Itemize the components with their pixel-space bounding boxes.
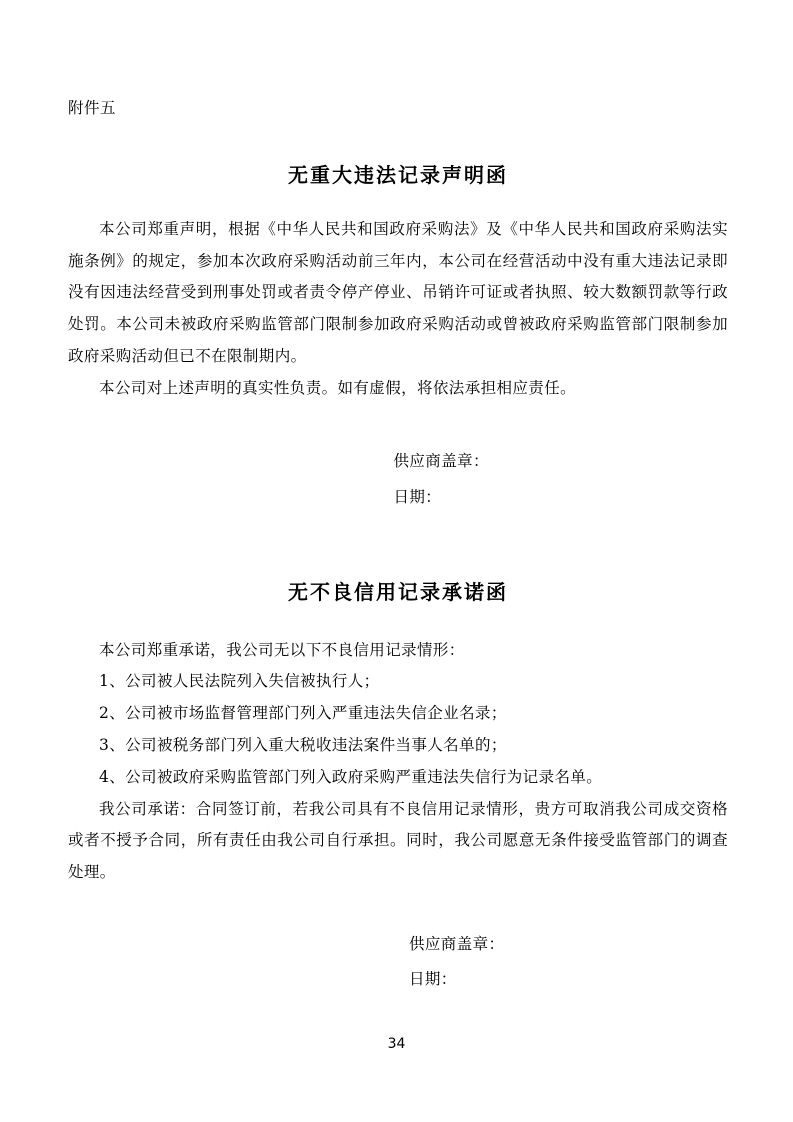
section-one-seal-label: 供应商盖章：: [393, 452, 489, 471]
document-content: [68, 96, 728, 998]
section-two-date-label: 日期：: [409, 970, 457, 989]
list-item: 1、公司被人民法院列入失信被执行人；: [99, 672, 380, 691]
section-one-date-label: 日期：: [393, 488, 442, 507]
list-item: 4、公司被政府采购监管部门列入政府采购严重违法失信行为记录名单。: [99, 767, 603, 786]
section-one-signature-block: [68, 444, 728, 515]
list-item: 2、公司被市场监督管理部门列入严重违法失信企业名录；: [99, 704, 507, 723]
list-item: 3、公司被税务部门列入重大税收违法案件当事人名单的；: [99, 735, 507, 754]
page-number: 34: [387, 1036, 406, 1052]
section-two-seal-label: 供应商盖章：: [409, 934, 505, 953]
section-two-title: 无不良信用记录承诺函: [288, 579, 508, 604]
section-two-intro: 本公司郑重承诺，我公司无以下不良信用记录情形：: [99, 640, 465, 659]
section-one-paragraph-1: 本公司郑重声明，根据《中华人民共和国政府采购法》及《中华人民共和国政府采购法实施条例》的规定，参加本次政府采购活动前三年内，本公司在经营活动中没有重大违法记录即没有因违法经营受到刑事处罚或者责令停产停业、吊销许可证或者执照、较大数额罚款等行政处罚。本公司未被政府采购监管部门限制参加政府采购活动或曾被政府采购监管部门限制参加政府采购活动但已不在限制期内。: [68, 219, 728, 365]
section-one-paragraph-2: 本公司对上述声明的真实性负责。如有虚假，将依法承担相应责任。: [99, 378, 577, 397]
attachment-label: 附件五: [68, 99, 117, 117]
section-two-closing: 我公司承诺：合同签订前，若我公司具有不良信用记录情形，贵方可取消我公司成交资格或者不授予合同，所有责任由我公司自行承担。同时，我公司愿意无条件接受监管部门的调查处理。: [68, 799, 728, 882]
section-one-title: 无重大违法记录声明函: [288, 162, 508, 187]
section-two-signature-block: [68, 927, 728, 998]
